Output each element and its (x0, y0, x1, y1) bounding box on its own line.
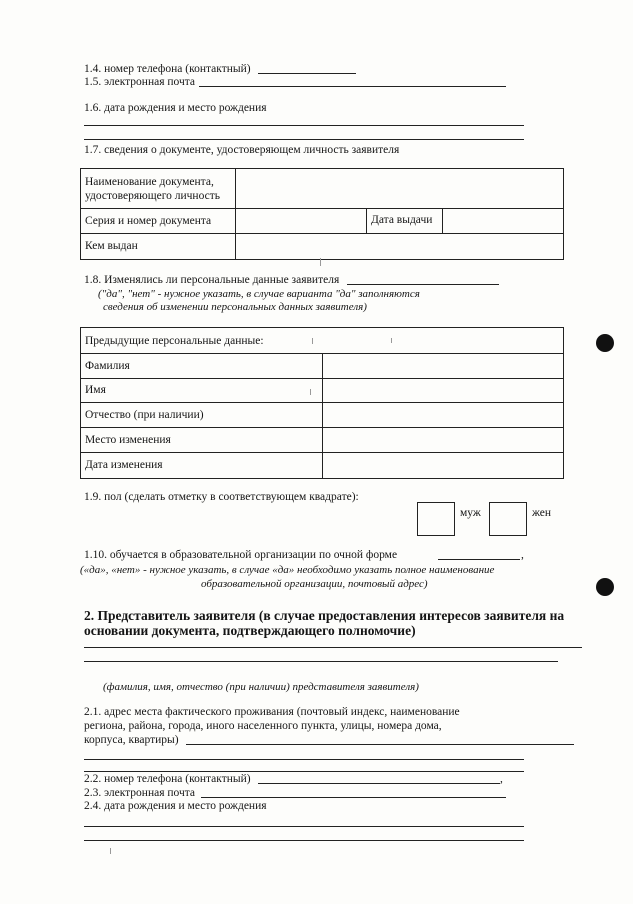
scan-speck (391, 338, 392, 343)
section2-heading-line1: 2. Представитель заявителя (в случае предоставления интересов заявителя на (84, 608, 565, 623)
doc-name-label-line1: Наименование документа, (85, 176, 214, 188)
scan-speck (110, 848, 111, 854)
prev-patronymic-input-cell[interactable] (323, 403, 562, 427)
rep-email-label: 2.3. электронная почта (84, 787, 196, 799)
scan-speck (312, 338, 313, 344)
rep-birth-input-line-1[interactable] (84, 826, 524, 827)
prev-row-change-date-label: Дата изменения (85, 459, 163, 471)
doc-section-label: 1.7. сведения о документе, удостоверяющем личность заявителя (84, 144, 400, 156)
rep-email-input-line[interactable] (201, 797, 506, 798)
doc-issue-date-input-cell[interactable] (443, 209, 562, 233)
doc-series-input-cell[interactable] (236, 209, 366, 233)
prev-row-change-place-label: Место изменения (85, 434, 171, 446)
changed-note-line2: сведения об изменении персональных данных заявителя) (103, 301, 367, 313)
rep-address-label-line1: 2.1. адрес места фактического проживания (почтовый индекс, наименование (84, 706, 460, 718)
rep-address-label-line2: региона, района, города, иного населенного пункта, улицы, номера дома, (84, 720, 442, 732)
doc-issued-by-input-cell[interactable] (236, 234, 562, 258)
study-input-line[interactable] (438, 559, 520, 560)
rep-phone-input-line[interactable] (258, 783, 500, 784)
prev-surname-input-cell[interactable] (323, 354, 562, 378)
study-comma: , (521, 549, 524, 561)
rep-fio-input-line-2[interactable] (84, 661, 558, 662)
punch-hole-top (596, 334, 614, 352)
rep-phone-label: 2.2. номер телефона (контактный) (84, 773, 251, 785)
rep-birth-input-line-2[interactable] (84, 840, 524, 841)
gender-male-checkbox[interactable] (417, 502, 455, 536)
punch-hole-bottom (596, 578, 614, 596)
gender-female-checkbox[interactable] (489, 502, 527, 536)
rep-address-input-line-3[interactable] (84, 771, 524, 772)
rep-address-input-line-2[interactable] (84, 759, 524, 760)
changed-label: 1.8. Изменялись ли персональные данные заявителя (84, 274, 340, 286)
prev-name-input-cell[interactable] (323, 379, 562, 402)
doc-series-label: Серия и номер документа (85, 215, 212, 227)
doc-issue-date-label: Дата выдачи (371, 214, 433, 226)
study-note-line1: («да», «нет» - нужное указать, в случае «да» необходимо указать полное наименование (80, 564, 495, 576)
birth-input-line-1[interactable] (84, 125, 524, 126)
email-label: 1.5. электронная почта (84, 76, 196, 88)
doc-name-label-line2: удостоверяющего личность (85, 190, 220, 202)
rep-address-label-line3: корпуса, квартиры) (84, 734, 179, 746)
section2-heading-line2: основании документа, подтверждающего полномочие) (84, 623, 416, 638)
doc-table-col-divider (366, 208, 367, 233)
study-note-line2: образовательной организации, почтовый адрес) (201, 578, 428, 590)
prev-table-header: Предыдущие персональные данные: (85, 335, 264, 347)
scan-speck (320, 258, 321, 266)
rep-fio-input-line-1[interactable] (84, 647, 582, 648)
doc-name-input-cell[interactable] (236, 169, 562, 208)
scan-speck (310, 389, 311, 395)
prev-row-surname-label: Фамилия (85, 360, 130, 372)
gender-male-label: муж (460, 507, 481, 519)
rep-phone-comma: , (500, 773, 503, 785)
changed-input-line[interactable] (347, 284, 499, 285)
phone-label: 1.4. номер телефона (контактный) (84, 63, 251, 75)
phone-input-line[interactable] (258, 73, 356, 74)
email-input-line[interactable] (199, 86, 506, 87)
prev-row-patronymic-label: Отчество (при наличии) (85, 409, 204, 421)
gender-female-label: жен (532, 507, 552, 519)
prev-change-date-input-cell[interactable] (323, 453, 562, 477)
study-label: 1.10. обучается в образовательной организации по очной форме (84, 549, 398, 561)
doc-issued-by-label: Кем выдан (85, 240, 138, 252)
rep-birth-label: 2.4. дата рождения и место рождения (84, 800, 267, 812)
birth-input-line-2[interactable] (84, 139, 524, 140)
rep-fio-note: (фамилия, имя, отчество (при наличии) представителя заявителя) (103, 681, 419, 693)
rep-address-input-line-1[interactable] (186, 744, 574, 745)
gender-label: 1.9. пол (сделать отметку в соответствующем квадрате): (84, 491, 359, 503)
birth-label: 1.6. дата рождения и место рождения (84, 102, 267, 114)
prev-row-name-label: Имя (85, 384, 106, 396)
prev-change-place-input-cell[interactable] (323, 428, 562, 452)
changed-note-line1: ("да", "нет" - нужное указать, в случае варианта "да" заполняются (98, 288, 420, 300)
